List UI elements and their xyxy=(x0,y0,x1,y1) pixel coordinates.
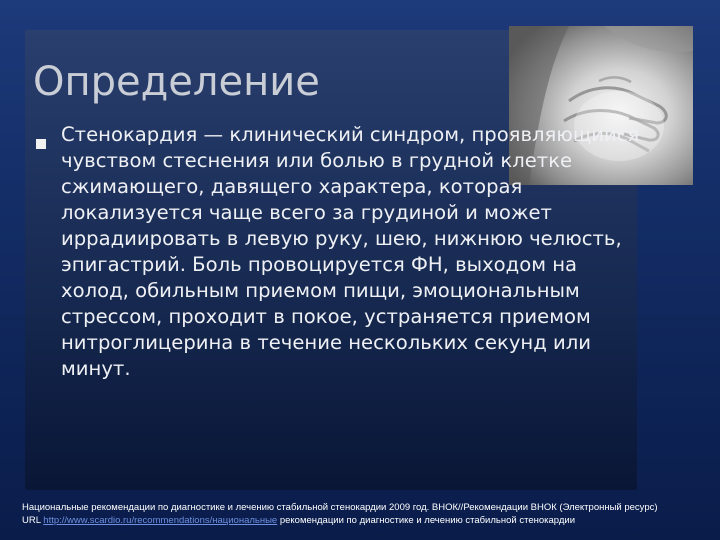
source-link[interactable]: http://www.scardio.ru/recommendations/национальные xyxy=(43,515,278,526)
bullet-square xyxy=(36,139,46,149)
url-line xyxy=(22,514,718,527)
url-suffix: рекомендации по диагностике и лечению стабильной стенокардии xyxy=(279,515,576,526)
slide-title: Определение xyxy=(33,59,320,105)
definition-text: Стенокардия — клинический синдром, проявляющийся чувством стеснения или болью в грудной клетке сжимающего, давящего характера, которая локализуется чаще всего за грудиной и может иррадиировать в левую руку, шею, нижнюю челюсть, эпигастрий. Боль провоцируется ФН, выходом на холод, обильным приемом пищи, эмоциональным стрессом, проходит в покое, устраняется приемом нитроглицерина в течение нескольких секунд или минут. xyxy=(61,123,640,380)
citation-line: Национальные рекомендации по диагностике и лечению стабильной стенокардии 2009 год. ВНОК//Рекомендации ВНОК (Электронный ресурс) xyxy=(22,502,658,513)
url-prefix: URL xyxy=(22,515,41,526)
footer-citation xyxy=(22,501,718,527)
